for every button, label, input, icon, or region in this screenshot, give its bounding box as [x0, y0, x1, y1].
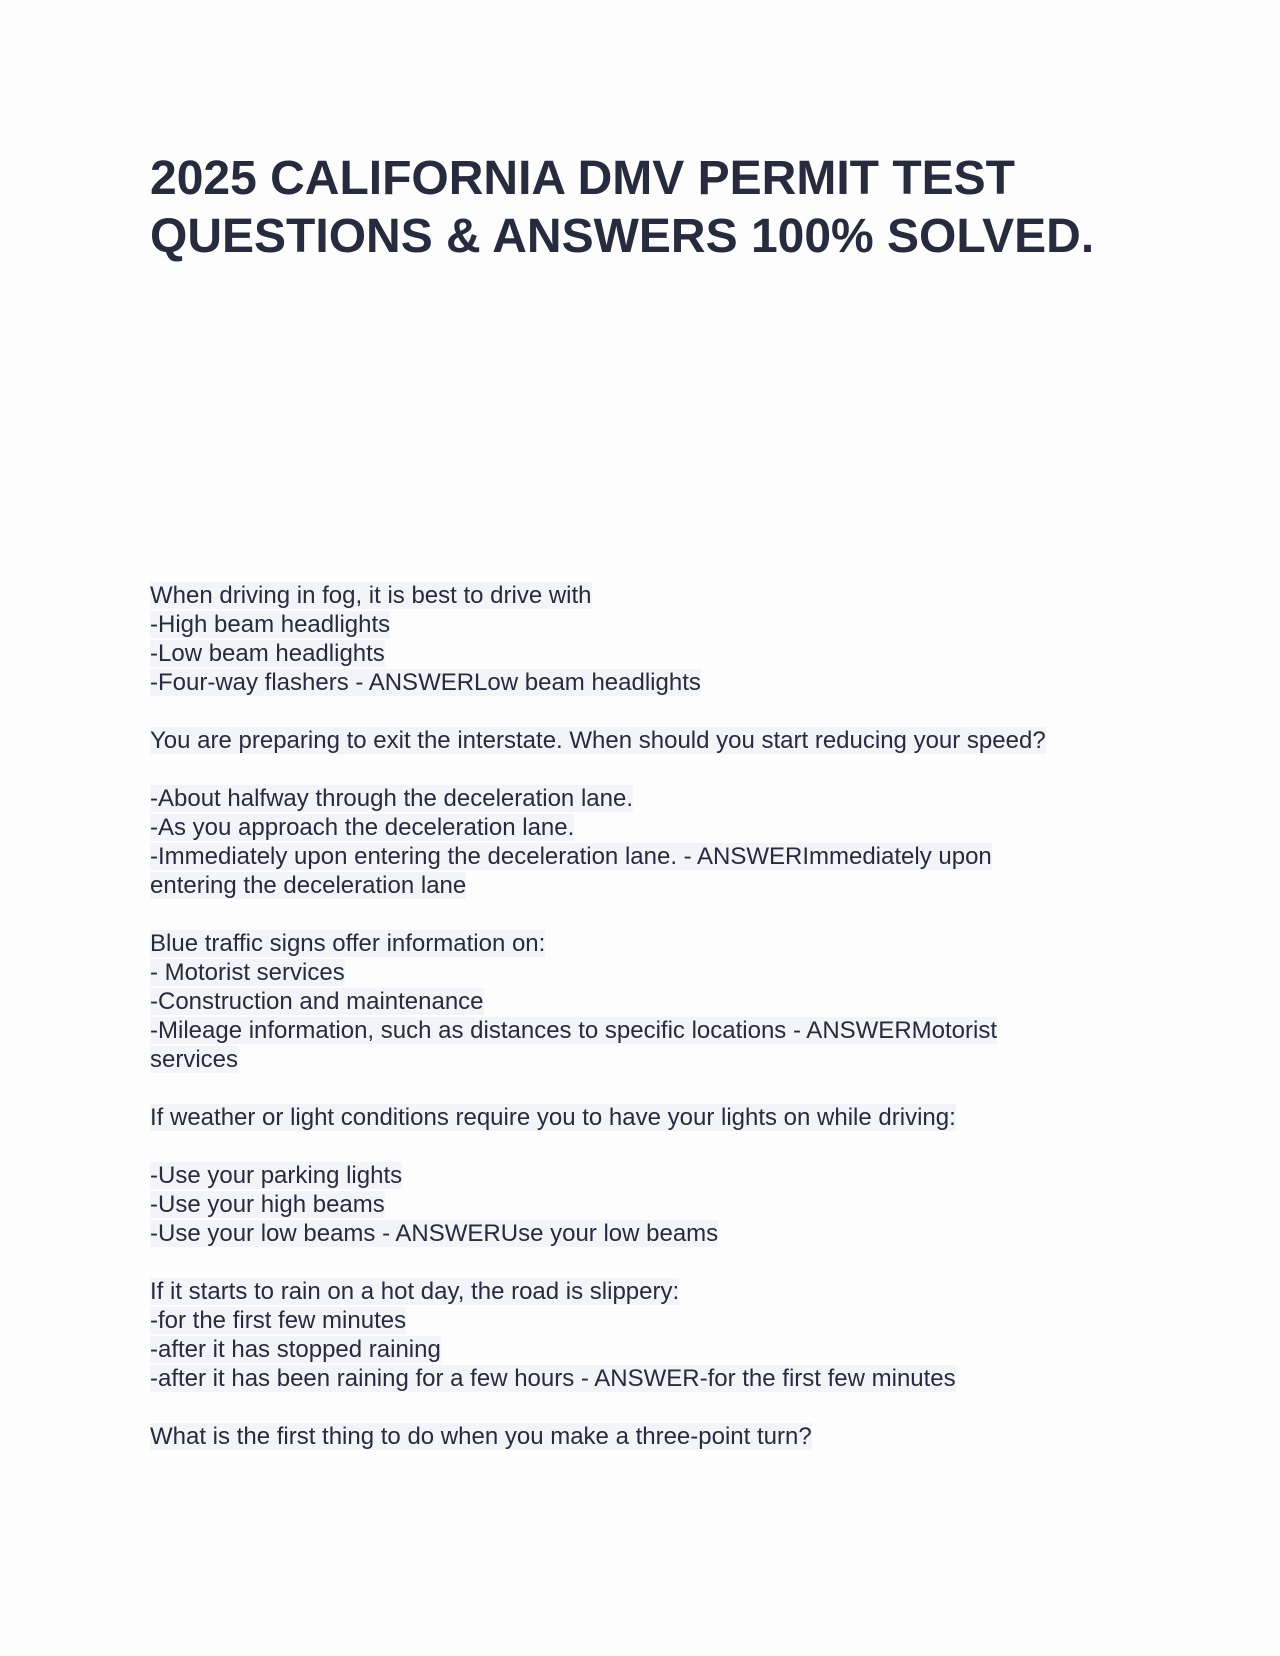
answer-option: -As you approach the deceleration lane. [150, 814, 575, 841]
answer-option-with-answer: -after it has been raining for a few hours - ANSWER-for the first few minutes [150, 1365, 956, 1392]
paragraph-gap [150, 697, 1150, 726]
answer-option: -About halfway through the deceleration lane. [150, 785, 633, 812]
paragraph-gap [150, 900, 1150, 929]
answer-option: -High beam headlights [150, 611, 391, 638]
question-text: If weather or light conditions require you to have your lights on while driving: [150, 1104, 956, 1131]
answer-option-with-answer: -Use your low beams - ANSWERUse your low beams [150, 1220, 719, 1247]
question-text: If it starts to rain on a hot day, the road is slippery: [150, 1278, 680, 1305]
question-text: You are preparing to exit the interstate. When should you start reducing your speed? [150, 727, 1046, 754]
paragraph-gap [150, 1248, 1150, 1277]
document-title: 2025 CALIFORNIA DMV PERMIT TEST QUESTIONS & ANSWERS 100% SOLVED. [150, 152, 1095, 263]
question-block [150, 726, 1150, 900]
answer-option-with-answer: -Immediately upon entering the deceleration lane. - ANSWERImmediately upon [150, 843, 992, 870]
answer-option-with-answer: -Mileage information, such as distances to specific locations - ANSWERMotorist [150, 1017, 997, 1044]
question-text: When driving in fog, it is best to drive with [150, 582, 592, 609]
blank-line [150, 755, 1150, 784]
answer-continuation: entering the deceleration lane [150, 872, 467, 899]
question-text: Blue traffic signs offer information on: [150, 930, 546, 957]
answer-option: -after it has stopped raining [150, 1336, 441, 1363]
document-content [150, 581, 1150, 1451]
question-block [150, 1277, 1150, 1393]
answer-option: - Motorist services [150, 959, 345, 986]
question-block [150, 929, 1150, 1074]
answer-option: -Low beam headlights [150, 640, 385, 667]
question-text: What is the first thing to do when you make a three-point turn? [150, 1423, 812, 1450]
answer-option: -Construction and maintenance [150, 988, 484, 1015]
paragraph-gap [150, 1393, 1150, 1422]
question-block [150, 1103, 1150, 1248]
answer-option: -for the first few minutes [150, 1307, 407, 1334]
question-block [150, 1422, 1150, 1451]
paragraph-gap [150, 1074, 1150, 1103]
answer-continuation: services [150, 1046, 239, 1073]
answer-option: -Use your parking lights [150, 1162, 403, 1189]
answer-option-with-answer: -Four-way flashers - ANSWERLow beam headlights [150, 669, 701, 696]
blank-line [150, 1132, 1150, 1161]
answer-option: -Use your high beams [150, 1191, 385, 1218]
question-block [150, 581, 1150, 697]
